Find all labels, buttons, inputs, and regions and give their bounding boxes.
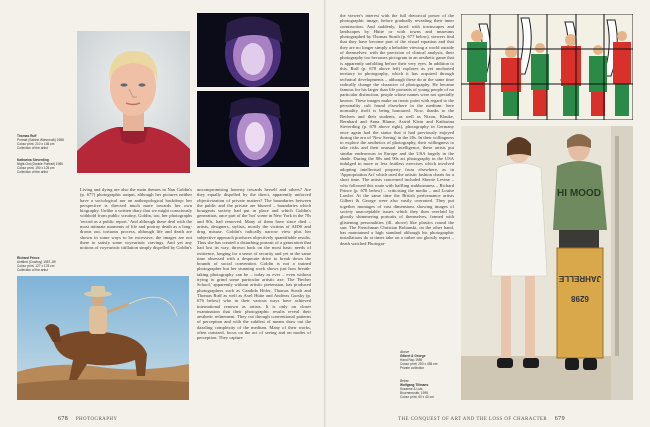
caption-sieverding bbox=[17, 158, 73, 174]
photo-ruff-portrait bbox=[77, 31, 190, 173]
photo-tillmans bbox=[461, 126, 633, 400]
left-body-col-1: Living and dying are also the main themes in Nan Goldin's (p. 677) photographic output, although her pictures neither have a sociological nor an anthropological backdrop: her perspective is directed much more towards her own biography. Unlike a written diary that we might consciously withhold from public scrutiny, Goldin, too, her photographs 'record as a public report.' And although these deal with the most intimate moments of life and portray death as a long-drawn out, tortuous process, although life and death are shown in some ways to be excessive, the images are not there to satisfy some voyeuristic cravings. And yet any notions of voyeuristic titillation simply dispelled by Goldin's bbox=[80, 187, 192, 251]
left-folio bbox=[52, 416, 117, 422]
caption-position: Below bbox=[400, 379, 409, 383]
right-body-col-1: the viewer's interest with the full rhetorical power of the photographic image, before gradually revealing their inner construction. And suddenly, faced with townscapes and landscapes by Hütte or with towns and museums photographed by Thomas Struth (p. 677 below), viewers find that they have become part of the visual equation and that they are no longer simply a beholder viewing a world outside of themselves: with the precision of clinical analysis, their photography too becomes pictogram in an aesthetic game that is apparently unfolding before their very eyes. In addition to this, Ruff (p. 678 above left) explores as yet uncharted territory in photography, which it has acquired through technical developments – although these do at the same time radically change the character of photography. He became famous for his larger than life portraits of young people of no particular distinction, people whose names were not specially known. These images make an ironic point with regard to the personality cult found elsewhere in the medium: here normality itself is being honoured. Now, thanks to the Bechers and their students, as well as Nixon, Klauke, Bernhard and Anna Blume, Astrid Klein and Katharina Sieverding (p. 678 above right), photography in Germany once again had the status that it had previously enjoyed during the era of 'New Seeing' in the 20s. In their willingness to explore the aesthetics of photography, their willingness to take risks and their unusual intelligence, these artists put similar endeavours in Europe and the USA largely in the shade. During the 80s and 90s art photography in the USA indulged in more or less fruitless exercises which involved adopting intellectual property from elsewhere, as in 'Appropriation Art' which used the artistic fashion charts for a short time. The artists concerned included Sherrie Levine – who followed this route with baffling stubbornness – Richard Prince (p. 678 below) – criticising the media – and Louise Lawler. At the same time the British performance artists Gilbert & George were also vastly overrated. They put together montages of vast dimensions showing images of society unacceptable issues which they then overlaid by ghostly shimmering portraits of themselves, framed with glistening personalities (ill. above) like plastics round the sun. The Frenchman Christian Boltanski, on the other hand, has maintained a high standard although his photographic installations do at times take on a rather too ghostly aspect – death watched Photogra- bbox=[340, 13, 454, 246]
night-portrait-illustration bbox=[197, 91, 309, 167]
caption-artist: Gilbert & George bbox=[400, 354, 426, 358]
caption-line: Private collection bbox=[400, 366, 425, 370]
photo-prince-cowboy bbox=[17, 276, 189, 400]
caption-line: Untitled (Cowboy) 1987–89 bbox=[17, 260, 56, 264]
cowboy-illustration bbox=[17, 276, 189, 400]
caption-position: Above bbox=[400, 350, 410, 354]
caption-line: Hand Rap 1989 bbox=[400, 358, 423, 362]
caption-tillmans bbox=[400, 379, 456, 399]
caption-line: Bournemouth, 1995 bbox=[400, 391, 428, 395]
caption-line: Colour print, 210 x 165 cm bbox=[17, 142, 55, 146]
right-folio bbox=[398, 416, 571, 422]
two-figures-illustration bbox=[461, 126, 633, 400]
book-gutter bbox=[324, 0, 326, 427]
section-label: PHOTOGRAPHY bbox=[75, 417, 118, 422]
caption-line: Colour print, 190 x 125 cm bbox=[17, 166, 55, 170]
page-number: 679 bbox=[554, 416, 565, 422]
photo-sieverding-bottom bbox=[197, 91, 309, 167]
caption-line: Colour print, 60 x 40 cm bbox=[400, 395, 434, 399]
sign-text: JAHRELLE bbox=[558, 274, 602, 283]
shirt-text: HI MOOD bbox=[557, 188, 601, 199]
photo-sieverding-top bbox=[197, 13, 309, 87]
caption-artist: Richard Prince bbox=[17, 256, 40, 260]
caption-prince bbox=[17, 256, 73, 272]
caption-line: Collection of the artist bbox=[17, 170, 48, 174]
left-body-col-2: uncompromising honesty towards herself and others? Are they equally dispelled by the direct, apparently unforced objectivization of private matters? The boundaries between the public and the private are blurred – boundaries which bourgeois society had put in place and which Goldin's generation, once part of the 'hot' scene in New York in the 70s and 80s, had removed. Many of them have since died – artists, designers, stylists, mostly the victims of AIDS and drug misuse. Goldin's radically narrow view plus her subjective approach produces objectively quantifiable results. Thus she has created a disturbing portrait of a generation that had lost its way, thrown back on the most basic needs of existence, longing for a sense of security and yet at the same time obsessed with a desperate drive to break down the bounds of social convention. Goldin is not a trained photographer but her stunning work shows just how breath-taking photography can be – today as ever – even without trying to grind some particular artistic axe. The 'Becher School,' apparently without artistic pretension, has produced photographers such as Candida Höfer, Thomas Struth and Thomas Ruff as well as Axel Hütte and Andreas Gursky (p. 676 below) who in their various ways have achieved international renown as artists. It is only on closer examination that their photographic results reveal their aesthetic refinement. They cut through conventional patterns of perception and with the subtlest of means draw out the dazzling complexity of the medium. Many of their works, often outsized, focus on the act of seeing and on modes of perception. They capture bbox=[197, 187, 311, 341]
caption-ruff bbox=[17, 134, 73, 150]
sign-numbers: 6298 bbox=[571, 294, 589, 303]
caption-line: Portrait (Sabine Wiesrmulli) 1988 bbox=[17, 138, 64, 142]
gilbert-george-illustration bbox=[461, 14, 633, 120]
caption-line: Colour print, 253 x 455 cm bbox=[400, 362, 438, 366]
caption-artist: Wolfgang Tillmans bbox=[400, 383, 429, 387]
caption-artist: Katharina Sieverding bbox=[17, 158, 49, 162]
section-label: THE CONQUEST OF ART AND THE LOSS OF CHARACTER bbox=[398, 417, 548, 422]
caption-artist: Thomas Ruff bbox=[17, 134, 37, 138]
caption-line: Collection of the artist bbox=[17, 268, 48, 272]
caption-line: Colour print, 127 x 178 cm bbox=[17, 264, 55, 268]
caption-gilbert-george bbox=[400, 350, 456, 370]
portrait-woman-illustration bbox=[77, 31, 190, 173]
page-number: 678 bbox=[58, 416, 69, 422]
caption-line: Suzanne & Lutz, bbox=[400, 387, 424, 391]
caption-line: Night-Out (Double Portrait) 1985 bbox=[17, 162, 63, 166]
caption-line: Collection of the artist bbox=[17, 146, 48, 150]
photo-gilbert-george bbox=[461, 14, 633, 120]
night-portrait-illustration bbox=[197, 13, 309, 87]
